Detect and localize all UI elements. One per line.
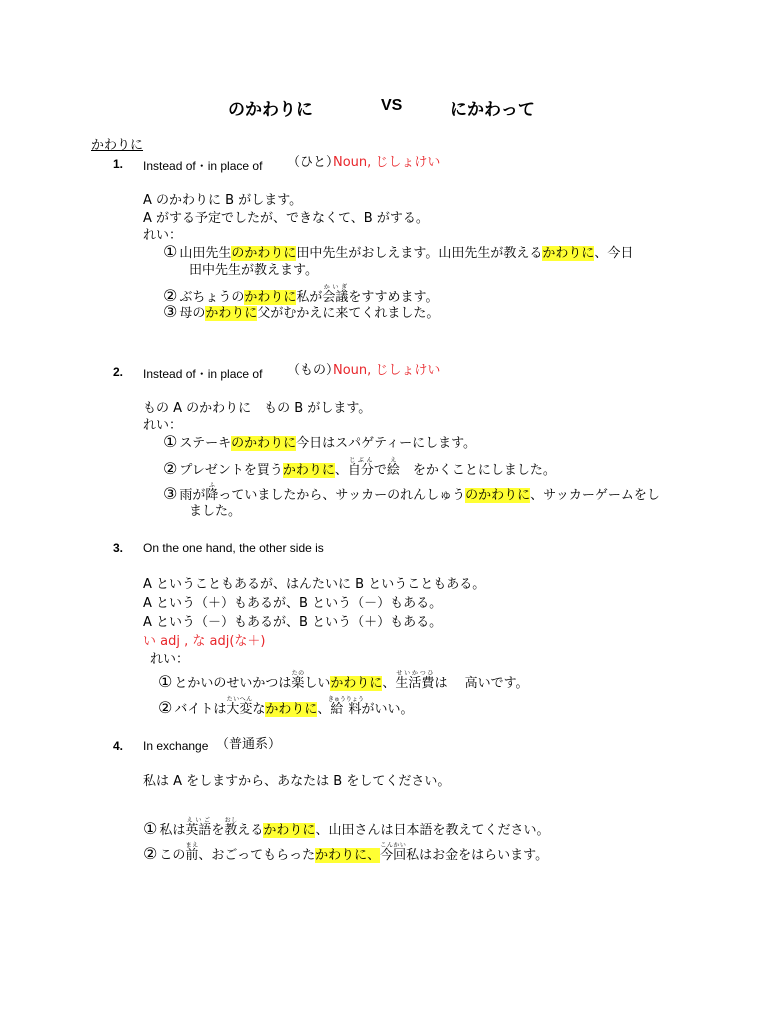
furigana-tano: 楽たの xyxy=(291,670,305,691)
s2-number: 2. xyxy=(113,365,124,379)
s1-paren: （ひと） xyxy=(287,155,340,170)
circle-number-3: ③ xyxy=(163,484,178,503)
highlight: のかわりに xyxy=(231,246,297,261)
s4-example-1: ① 私は英語えいごを教おしえるかわりに、山田さんは日本語を教えてください。 xyxy=(143,817,550,838)
furigana-e: 絵え xyxy=(386,457,400,478)
s4-number: 4. xyxy=(113,739,124,753)
section-heading: かわりに xyxy=(91,138,144,153)
s1-english: Instead of・in place of xyxy=(143,159,263,173)
furigana-kyuuryou: 給料きゅうりょう xyxy=(327,696,364,717)
circle-number-2: ② xyxy=(143,844,158,863)
circle-number-3: ③ xyxy=(163,302,178,321)
s1-pattern-1: A のかわりに B がします。 xyxy=(143,193,303,208)
s2-example-3-line2: ました。 xyxy=(189,504,242,519)
s3-example-2: ② バイトは大変たいへんなかわりに、給料きゅうりょうがいい。 xyxy=(158,696,414,717)
highlight: かわりに xyxy=(263,823,316,838)
s2-example-3: ③ 雨が降ふっていましたから、サッカーのれんしゅうのかわりに、サッカーゲームをし xyxy=(163,482,660,503)
s2-rei: れい： xyxy=(143,418,183,433)
furigana-taihen: 大変たいへん xyxy=(226,696,253,717)
s4-pattern-1: 私は A をしますから、あなたは B をしてください。 xyxy=(143,774,451,789)
s1-type: Noun, じしょけい xyxy=(333,155,441,170)
furigana-konkai: 今回こんかい xyxy=(380,842,407,863)
s4-english: In exchange xyxy=(143,739,209,753)
s1-rei: れい： xyxy=(143,228,183,243)
s1-example-1: ① 山田先生のかわりに田中先生がおしえます。山田先生が教えるかわりに、今日 xyxy=(163,242,634,261)
s1-example-2: ② ぶちょうのかわりに私が会議かいぎをすすめます。 xyxy=(163,284,439,305)
s1-number: 1. xyxy=(113,157,124,171)
highlight: かわりに xyxy=(330,676,383,691)
s2-pattern-1: もの A のかわりに もの B がします。 xyxy=(143,401,372,416)
s3-pattern-3: A という（－）もあるが、B という（＋）もある。 xyxy=(143,615,443,630)
s1-example-3: ③ 母のかわりに父がむかえに来てくれました。 xyxy=(163,302,440,321)
s4-example-2: ② この前まえ、おごってもらったかわりに、今回こんかい私はお金をはらいます。 xyxy=(143,842,549,863)
highlight: かわりに xyxy=(244,290,297,305)
s3-pattern-2: A という（＋）もあるが、B という（－）もある。 xyxy=(143,596,443,611)
highlight: かわりに xyxy=(542,246,595,261)
furigana-eigo: 英語えいご xyxy=(185,817,212,838)
circle-number-1: ① xyxy=(143,819,158,838)
circle-number-1: ① xyxy=(163,432,178,451)
s1-example-1-line2: 田中先生が教えます。 xyxy=(189,263,318,278)
highlight: かわりに xyxy=(282,463,335,478)
s1-pattern-2: A がする予定でしたが、できなくて、B がする。 xyxy=(143,211,429,226)
title-vs: VS xyxy=(381,97,403,114)
furigana-seikatsuhi: 生活費せいかつひ xyxy=(395,670,435,691)
s2-type: Noun, じしょけい xyxy=(333,363,441,378)
circle-number-2: ② xyxy=(163,286,178,305)
s3-number: 3. xyxy=(113,541,124,555)
highlight: かわりに xyxy=(205,306,258,321)
title-left: のかわりに xyxy=(228,100,313,120)
s3-pattern-1: A ということもあるが、はんたいに B ということもある。 xyxy=(143,577,486,592)
furigana-furu: 降ふ xyxy=(205,482,219,503)
highlight: かわりに xyxy=(265,702,318,717)
highlight: のかわりに xyxy=(231,436,297,451)
circle-number-2: ② xyxy=(163,459,178,478)
s3-rei: れい： xyxy=(150,652,190,667)
s2-english: Instead of・in place of xyxy=(143,367,263,381)
furigana-oshi: 教おし xyxy=(224,817,238,838)
furigana-mae: 前まえ xyxy=(185,842,199,863)
circle-number-1: ① xyxy=(163,242,178,261)
s2-paren: （もの） xyxy=(287,363,340,378)
s4-paren: （普通系） xyxy=(216,737,282,752)
furigana-jibun: 自分じぶん xyxy=(347,457,374,478)
circle-number-2: ② xyxy=(158,698,173,717)
s3-adj-type: い adj , な adj(な＋) xyxy=(143,634,266,649)
s3-example-1: ① とかいのせいかつは楽たのしいかわりに、生活費せいかつひは 高いです。 xyxy=(158,670,529,691)
title-right: にかわって xyxy=(450,100,535,120)
circle-number-1: ① xyxy=(158,672,173,691)
s3-english: On the one hand, the other side is xyxy=(143,541,324,555)
furigana-kaigi: 会議かいぎ xyxy=(322,284,349,305)
s2-example-2: ② プレゼントを買うかわりに、自分じぶんで絵え をかくことにしました。 xyxy=(163,457,556,478)
s2-example-1: ① ステーキのかわりに今日はスパゲティーにします。 xyxy=(163,432,477,451)
highlight: かわりに、 xyxy=(315,848,381,863)
highlight: のかわりに xyxy=(465,488,531,503)
